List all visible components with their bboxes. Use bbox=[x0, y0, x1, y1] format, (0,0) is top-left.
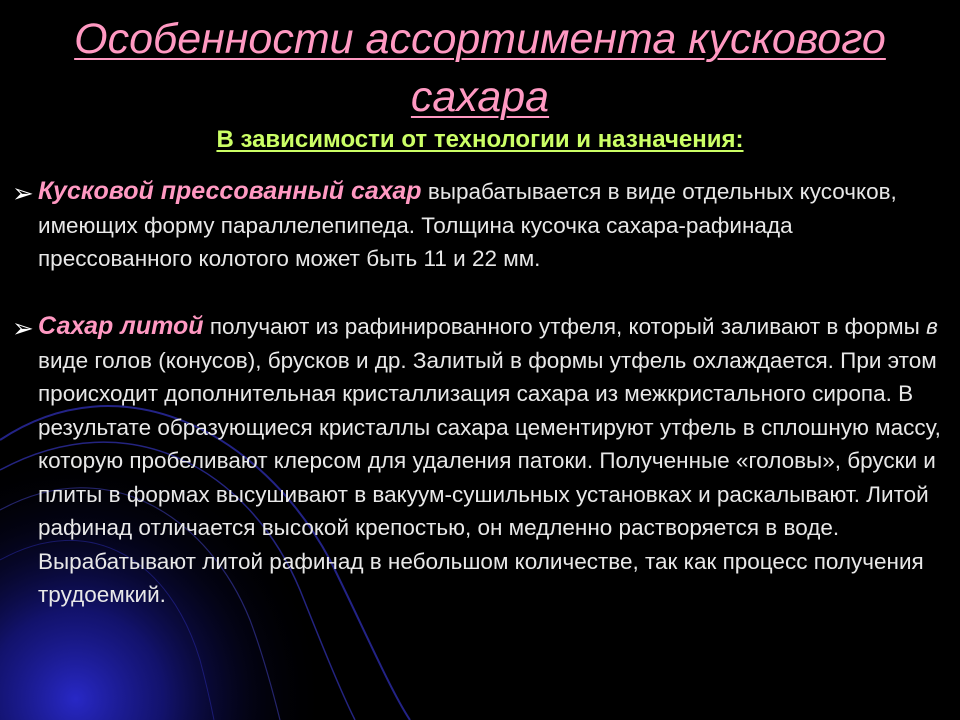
arrow-bullet-icon: ➢ bbox=[12, 313, 34, 343]
arrow-bullet-icon: ➢ bbox=[12, 178, 34, 208]
bullet-term: Сахар литой bbox=[38, 312, 204, 340]
bullet-text: получают из рафинированного утфеля, который заливают в формы bbox=[209, 314, 920, 339]
bullet-item bbox=[12, 175, 950, 276]
subtitle: В зависимости от технологии и назначения: bbox=[216, 126, 744, 153]
bullet-text: вырабатывается в виде отдельных кусочков, имеющих форму параллелепипеда. Толщина кусочка сахара-рафинада прессованного колотого может быть 11 и 22 мм. bbox=[38, 179, 897, 271]
bullet-text-italic: в bbox=[926, 314, 938, 339]
bullet-term: Кусковой прессованный сахар bbox=[38, 177, 422, 205]
bullet-text: виде голов (конусов), брусков и др. Залитый в формы утфель охлаждается. При этом происходит дополнительная кристаллизация сахара из межкристального сиропа. В результате образующиеся кристаллы сахара цементируют утфель в сплошную массу, которую пробеливают клерсом для удаления патоки. Полученные «головы», бруски и плиты в формах высушивают в вакуум-сушильных установках и раскалывают. Литой рафинад отличается высокой крепостью, он медленно растворяется в воде. Вырабатывают литой рафинад в небольшом количестве, так как процесс получения трудоемкий. bbox=[38, 347, 941, 607]
bullet-item bbox=[12, 310, 950, 612]
page-title: Особенности ассортимента кускового сахара bbox=[74, 15, 886, 121]
